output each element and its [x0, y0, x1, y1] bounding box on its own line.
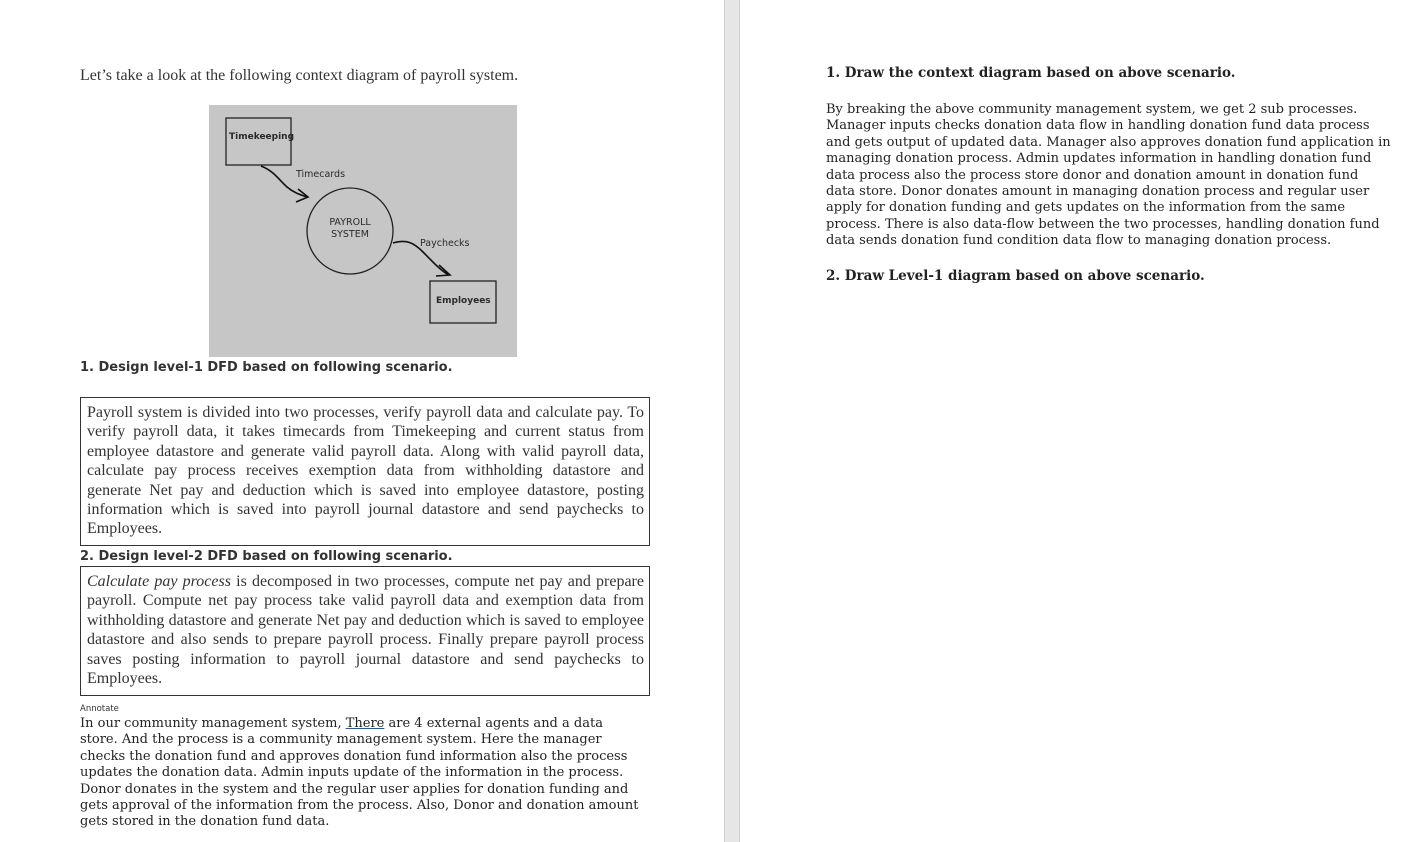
employees-label: Employees	[436, 296, 491, 306]
intro-text: Let’s take a look at the following context diagram of payroll system.	[80, 67, 519, 84]
level2-scenario-box	[80, 566, 650, 696]
context-diagram-svg	[209, 105, 517, 357]
level2-scenario-text: is decomposed in two processes, compute net pay and prepare payroll. Compute net pay process take valid payroll data and exemption data from withholding datastore and generate Net pay and deduction which is saved to employee datastore and also sends to prepare payroll process. Finally prepare payroll process saves posting information to payroll journal datastore and send paychecks to Employees.	[87, 573, 644, 688]
level1-scenario-text: Payroll system is divided into two processes, verify payroll data and calculate pay. To verify payroll data, it takes timecards from Timekeeping and current status from employee datastore and generate valid payroll data. Along with valid payroll data, calculate pay process receives exemption data from withholding datastore and generate Net pay and deduction which is saved into employee datastore, posting information which is saved into payroll journal datastore and send paychecks to Employees.	[87, 404, 644, 538]
context-diagram-heading: 1. Draw the context diagram based on above scenario.	[826, 65, 1236, 81]
annotation-text-part2: are 4 external agents and a data store. And the process is a community management system. Here the manager checks the donation fund and approves donation fund information also the process updates the donation data. Admin inputs update of the information in the process. Donor donates in the system and the regular user applies for donation funding and gets approval of the information from the process. Also, Donor and donation amount gets stored in the donation fund data.	[80, 716, 639, 830]
level2-heading: 2. Design level-2 DFD based on following scenario.	[80, 549, 453, 564]
level1-heading: 1. Design level-1 DFD based on following scenario.	[80, 360, 453, 375]
annotation-flagged-word[interactable]: There	[345, 716, 385, 731]
annotate-label: Annotate	[80, 704, 119, 714]
process-label-line1: PAYROLL	[329, 217, 371, 228]
timecards-label: Timecards	[296, 169, 346, 180]
paychecks-label: Paychecks	[420, 238, 470, 249]
right-paragraph: By breaking the above community management system, we get 2 sub processes. Manager inputs checks donation data flow in handling donation fund data process and gets output of updated data. Manager also approves donation fund application in managing donation process. Admin updates information in handling donation fund data process also the process store donor and donation amount in donation fund data store. Donor donates amount in managing donation process and regular user apply for donation funding and gets updates on the information from the same process. There is also data-flow between the two processes, handling donation fund data sends donation fund condition data flow to managing donation process.	[826, 102, 1391, 249]
annotation-paragraph	[80, 716, 640, 831]
process-label-line2: SYSTEM	[331, 229, 369, 240]
annotation-text-part1: In our community management system,	[80, 716, 346, 731]
level2-scenario-italic: Calculate pay process	[87, 573, 231, 590]
level1-diagram-heading: 2. Draw Level-1 diagram based on above scenario.	[826, 268, 1205, 284]
level1-scenario-box	[80, 397, 650, 546]
timekeeping-label: Timekeeping	[229, 132, 295, 142]
context-diagram	[209, 105, 517, 357]
page-gutter	[724, 0, 740, 842]
